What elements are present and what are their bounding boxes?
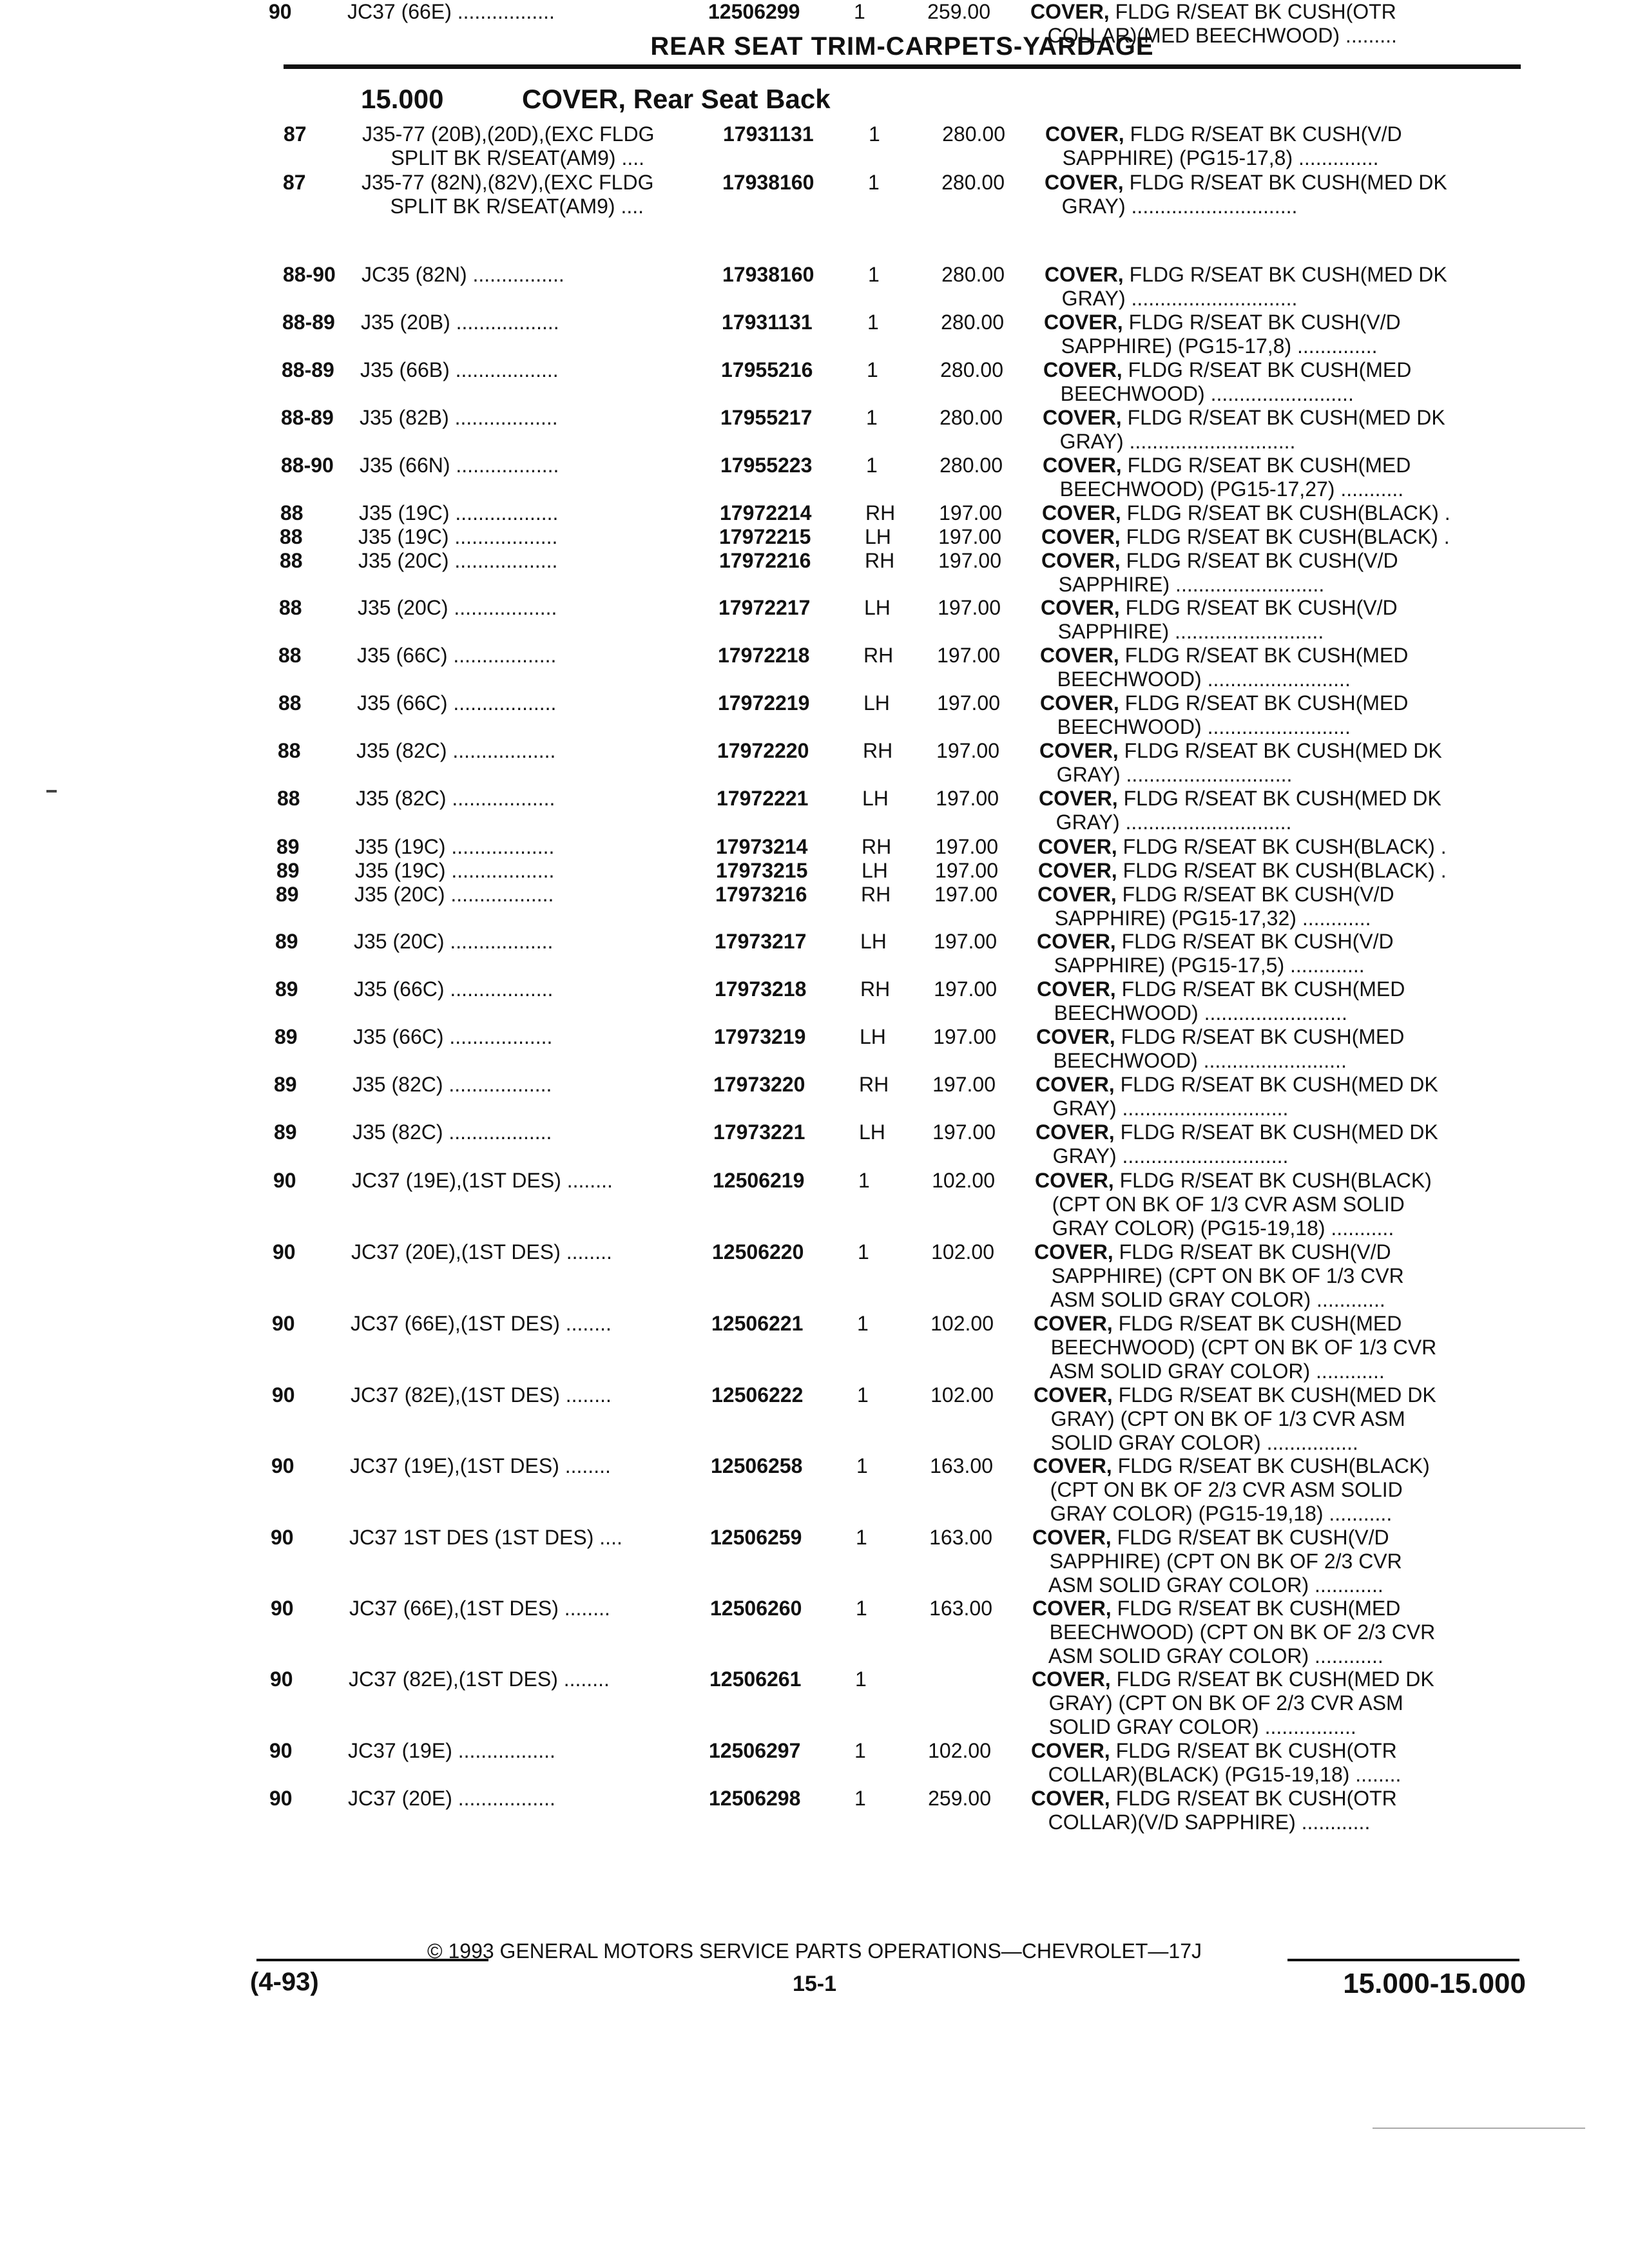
description-text: FLDG R/SEAT BK CUSH(MED BEECHWOOD) ......................... <box>1053 1025 1405 1072</box>
description-text: FLDG R/SEAT BK CUSH(MED DK GRAY) (CPT ON BK OF 1/3 CVR ASM SOLID GRAY COLOR) ................ <box>1050 1383 1436 1454</box>
description-head: COVER, <box>1042 501 1121 524</box>
quantity: RH <box>862 835 892 858</box>
description <box>1038 835 1515 859</box>
description-head: COVER, <box>1045 171 1124 194</box>
description <box>1043 454 1519 501</box>
price: 197.00 <box>936 739 999 762</box>
quantity: 1 <box>856 1526 867 1549</box>
description <box>1040 644 1517 691</box>
model-year: 90 <box>273 1240 296 1264</box>
part-number: 17955217 <box>720 406 813 429</box>
model-year: 87 <box>284 122 307 146</box>
description-head: COVER, <box>1034 1240 1113 1264</box>
description <box>1041 525 1518 549</box>
model-year: 88 <box>280 501 304 524</box>
model-year: 88-89 <box>282 358 334 381</box>
description-head: COVER, <box>1043 406 1122 429</box>
price: 163.00 <box>929 1597 992 1620</box>
model-code: J35 (82C) .................. <box>352 1120 552 1144</box>
description-text: FLDG R/SEAT BK CUSH(BLACK) . <box>1120 525 1450 548</box>
description-text: FLDG R/SEAT BK CUSH(BLACK) . <box>1117 859 1447 882</box>
price: 280.00 <box>941 311 1004 334</box>
price: 163.00 <box>930 1454 993 1477</box>
quantity: RH <box>860 977 891 1001</box>
quantity: 1 <box>866 454 878 477</box>
price: 280.00 <box>941 263 1005 286</box>
description-head: COVER, <box>1033 1454 1112 1477</box>
description-head: COVER, <box>1038 859 1117 882</box>
part-number: 17973216 <box>715 883 807 906</box>
part-number: 17955216 <box>721 358 813 381</box>
description-head: COVER, <box>1035 1169 1114 1192</box>
description-text: FLDG R/SEAT BK CUSH(BLACK) (CPT ON BK OF 1/3 CVR ASM SOLID GRAY COLOR) (PG15-19,18) ........... <box>1052 1169 1432 1240</box>
description <box>1045 263 1521 311</box>
price: 280.00 <box>941 171 1005 194</box>
description-text: FLDG R/SEAT BK CUSH(OTR COLLAR)(V/D SAPPHIRE) ............ <box>1048 1787 1397 1834</box>
price: 102.00 <box>930 1312 994 1335</box>
quantity: RH <box>865 501 896 524</box>
model-year: 88-90 <box>281 454 334 477</box>
model-year: 88 <box>280 549 303 572</box>
part-number: 17973221 <box>713 1120 805 1144</box>
part-number: 12506260 <box>710 1597 802 1620</box>
description-text: FLDG R/SEAT BK CUSH(MED BEECHWOOD) ......................... <box>1060 358 1412 405</box>
description <box>1034 1383 1510 1455</box>
model-year: 90 <box>273 1169 296 1192</box>
part-number: 12506221 <box>711 1312 804 1335</box>
description-text: FLDG R/SEAT BK CUSH(MED DK GRAY) ............................. <box>1061 171 1447 218</box>
description <box>1043 358 1520 406</box>
model-year: 90 <box>269 0 292 23</box>
quantity: LH <box>862 787 889 810</box>
price: 280.00 <box>940 358 1003 381</box>
part-number: 17931131 <box>723 122 814 146</box>
quantity: 1 <box>857 1312 869 1335</box>
description <box>1032 1667 1509 1739</box>
description-head: COVER, <box>1041 549 1121 572</box>
model-code: J35 (82B) .................. <box>360 406 558 429</box>
description <box>1030 0 1507 48</box>
description-text: FLDG R/SEAT BK CUSH(BLACK) . <box>1117 835 1447 858</box>
description-head: COVER, <box>1043 358 1123 381</box>
model-code: JC37 (66E),(1ST DES) ........ <box>351 1312 612 1335</box>
scan-speck <box>1373 2128 1585 2129</box>
quantity: 1 <box>868 171 880 194</box>
description-text: FLDG R/SEAT BK CUSH(MED DK GRAY) ............................. <box>1052 1120 1438 1168</box>
model-code: J35 (82C) .................. <box>356 739 556 762</box>
description-head: COVER, <box>1045 122 1124 146</box>
quantity: 1 <box>856 1597 867 1620</box>
footer-date-code: (4-93) <box>250 1968 319 1996</box>
description-text: FLDG R/SEAT BK CUSH(MED DK GRAY) ............................. <box>1052 1073 1438 1120</box>
description-head: COVER, <box>1032 1597 1112 1620</box>
model-code: JC37 1ST DES (1ST DES) .... <box>349 1526 622 1549</box>
description <box>1045 171 1521 218</box>
part-number: 12506259 <box>710 1526 802 1549</box>
description-text: FLDG R/SEAT BK CUSH(MED BEECHWOOD) (CPT ON BK OF 1/3 CVR ASM SOLID GRAY COLOR) ............ <box>1049 1312 1437 1383</box>
description <box>1032 1597 1509 1668</box>
quantity: 1 <box>858 1169 870 1192</box>
description-head: COVER, <box>1037 977 1116 1001</box>
model-year: 88-89 <box>281 406 334 429</box>
quantity: 1 <box>854 1787 866 1810</box>
description-text: FLDG R/SEAT BK CUSH(MED BEECHWOOD) ......................... <box>1057 691 1409 738</box>
model-code: J35 (20C) .................. <box>354 883 554 906</box>
model-year: 90 <box>272 1383 295 1407</box>
model-code: J35 (19C) .................. <box>355 859 555 882</box>
description-head: COVER, <box>1039 739 1119 762</box>
description <box>1034 1312 1510 1383</box>
description <box>1037 883 1514 930</box>
description <box>1034 1240 1511 1312</box>
model-code: JC35 (82N) ................ <box>361 263 564 286</box>
description-head: COVER, <box>1044 311 1123 334</box>
quantity: 1 <box>857 1383 869 1407</box>
description-text: FLDG R/SEAT BK CUSH(MED DK GRAY) ............................. <box>1059 406 1445 453</box>
model-code: J35 (66B) .................. <box>360 358 559 381</box>
description-head: COVER, <box>1037 930 1116 953</box>
description-text: FLDG R/SEAT BK CUSH(MED BEECHWOOD) (CPT ON BK OF 2/3 CVR ASM SOLID GRAY COLOR) ............ <box>1048 1597 1436 1667</box>
price: 197.00 <box>935 835 998 858</box>
price: 102.00 <box>928 1739 991 1762</box>
price: 197.00 <box>938 525 1001 548</box>
model-code: J35 (66C) .................. <box>354 977 554 1001</box>
description-head: COVER, <box>1032 1667 1111 1691</box>
model-year: 89 <box>274 1073 297 1096</box>
model-year: 90 <box>271 1597 294 1620</box>
price: 197.00 <box>934 930 997 953</box>
model-year: 88 <box>277 787 300 810</box>
description-head: COVER, <box>1040 644 1119 667</box>
model-code: JC37 (19E) ................. <box>348 1739 555 1762</box>
model-year: 89 <box>275 1025 298 1048</box>
model-code: J35-77 (20B),(20D),(EXC FLDG SPLIT BK R/SEAT(AM9) .... <box>362 122 655 169</box>
description-head: COVER, <box>1030 0 1110 23</box>
part-number: 12506258 <box>711 1454 803 1477</box>
part-number: 12506297 <box>709 1739 801 1762</box>
description-text: FLDG R/SEAT BK CUSH(MED DK GRAY) ............................. <box>1061 263 1447 310</box>
part-number: 17972221 <box>717 787 809 810</box>
price: 280.00 <box>940 406 1003 429</box>
quantity: RH <box>863 644 894 667</box>
part-number: 17973215 <box>716 859 808 882</box>
part-number: 17938160 <box>722 263 815 286</box>
description-head: COVER, <box>1034 1383 1113 1407</box>
description-head: COVER, <box>1034 1312 1113 1335</box>
model-code: JC37 (20E) ................. <box>348 1787 555 1810</box>
description <box>1043 406 1519 454</box>
part-number: 17972219 <box>718 691 810 715</box>
section-title: COVER, Rear Seat Back <box>522 84 831 114</box>
quantity: 1 <box>867 358 878 381</box>
quantity: 1 <box>867 311 879 334</box>
model-code: JC37 (82E),(1ST DES) ........ <box>349 1667 610 1691</box>
model-year: 89 <box>275 977 298 1001</box>
description-text: FLDG R/SEAT BK CUSH(BLACK) (CPT ON BK OF 2/3 CVR ASM SOLID GRAY COLOR) (PG15-19,18) ........... <box>1050 1454 1430 1525</box>
part-number: 17972215 <box>719 525 811 548</box>
quantity: 1 <box>854 1739 866 1762</box>
price: 197.00 <box>937 644 1000 667</box>
description <box>1045 122 1522 170</box>
price: 163.00 <box>929 1526 992 1549</box>
footer-section-range: 15.000-15.000 <box>1343 1968 1526 1999</box>
part-number: 12506298 <box>709 1787 801 1810</box>
description-head: COVER, <box>1036 1073 1115 1096</box>
model-year: 88 <box>278 739 301 762</box>
price: 197.00 <box>932 1120 996 1144</box>
price: 197.00 <box>934 977 997 1001</box>
quantity: LH <box>860 930 887 953</box>
model-year: 88-89 <box>282 311 335 334</box>
description-head: COVER, <box>1039 787 1118 810</box>
model-code: JC37 (66E) ................. <box>347 0 555 23</box>
model-year: 89 <box>275 930 298 953</box>
model-year: 89 <box>276 883 299 906</box>
description-head: COVER, <box>1038 835 1117 858</box>
model-year: 88 <box>279 596 302 619</box>
description <box>1036 1120 1512 1168</box>
model-year: 90 <box>270 1667 293 1691</box>
part-number: 17973220 <box>713 1073 805 1096</box>
model-year: 89 <box>274 1120 297 1144</box>
part-number: 17973217 <box>715 930 807 953</box>
description-text: FLDG R/SEAT BK CUSH(OTR COLLAR)(BLACK) (PG15-19,18) ........ <box>1048 1739 1402 1786</box>
quantity: 1 <box>856 1454 868 1477</box>
description-text: FLDG R/SEAT BK CUSH(MED BEECHWOOD) (PG15-17,27) ........... <box>1059 454 1411 501</box>
model-code: J35 (66C) .................. <box>353 1025 553 1048</box>
model-year: 90 <box>271 1526 294 1549</box>
quantity: 1 <box>858 1240 869 1264</box>
description-head: COVER, <box>1031 1787 1110 1810</box>
part-number: 17972214 <box>720 501 812 524</box>
description-text: FLDG R/SEAT BK CUSH(V/D SAPPHIRE) (CPT ON BK OF 1/3 CVR ASM SOLID GRAY COLOR) ............ <box>1050 1240 1404 1311</box>
price: 197.00 <box>939 501 1002 524</box>
quantity: 1 <box>868 263 880 286</box>
part-number: 12506299 <box>708 0 800 23</box>
model-code: J35 (82C) .................. <box>352 1073 552 1096</box>
quantity: 1 <box>854 0 865 23</box>
part-number: 17973218 <box>715 977 807 1001</box>
description-text: FLDG R/SEAT BK CUSH(MED BEECHWOOD) ......................... <box>1054 977 1405 1024</box>
model-code: JC37 (19E),(1ST DES) ........ <box>352 1169 613 1192</box>
part-number: 17973219 <box>714 1025 806 1048</box>
model-year: 89 <box>276 859 300 882</box>
description <box>1039 787 1516 834</box>
quantity: 1 <box>866 406 878 429</box>
description-text: FLDG R/SEAT BK CUSH(V/D SAPPHIRE) .......................... <box>1058 549 1398 596</box>
model-code: JC37 (19E),(1ST DES) ........ <box>350 1454 611 1477</box>
price: 197.00 <box>937 691 1000 715</box>
description <box>1039 739 1516 787</box>
description <box>1033 1454 1510 1526</box>
description <box>1044 311 1521 358</box>
model-code: JC37 (20E),(1ST DES) ........ <box>351 1240 612 1264</box>
part-number: 12506222 <box>711 1383 804 1407</box>
description-head: COVER, <box>1037 883 1117 906</box>
model-code: J35 (20C) .................. <box>354 930 554 953</box>
model-code: J35 (66C) .................. <box>357 644 557 667</box>
description-text: FLDG R/SEAT BK CUSH(BLACK) . <box>1121 501 1451 524</box>
description <box>1037 977 1514 1025</box>
model-code: J35-77 (82N),(82V),(EXC FLDG SPLIT BK R/SEAT(AM9) .... <box>361 171 654 218</box>
model-code: J35 (20C) .................. <box>358 596 557 619</box>
model-code: J35 (19C) .................. <box>359 501 559 524</box>
model-code: J35 (82C) .................. <box>356 787 555 810</box>
price: 197.00 <box>932 1073 996 1096</box>
description <box>1036 1025 1513 1073</box>
description-head: COVER, <box>1036 1120 1115 1144</box>
description-head: COVER, <box>1041 596 1120 619</box>
model-code: J35 (19C) .................. <box>355 835 555 858</box>
description-head: COVER, <box>1031 1739 1110 1762</box>
quantity: LH <box>863 691 890 715</box>
description <box>1032 1526 1509 1597</box>
price: 102.00 <box>930 1383 994 1407</box>
model-year: 89 <box>276 835 300 858</box>
price: 197.00 <box>938 596 1001 619</box>
model-year: 88 <box>278 644 302 667</box>
description <box>1038 859 1515 883</box>
quantity: LH <box>862 859 888 882</box>
model-year: 87 <box>283 171 306 194</box>
model-code: JC37 (82E),(1ST DES) ........ <box>351 1383 612 1407</box>
price: 197.00 <box>934 883 998 906</box>
model-code: J35 (19C) .................. <box>358 525 558 548</box>
price: 280.00 <box>942 122 1005 146</box>
description-text: FLDG R/SEAT BK CUSH(V/D SAPPHIRE) (PG15-17,8) .............. <box>1062 122 1402 169</box>
description-text: FLDG R/SEAT BK CUSH(V/D SAPPHIRE) (PG15-17,32) ............ <box>1054 883 1394 930</box>
model-code: J35 (20B) .................. <box>361 311 559 334</box>
model-year: 90 <box>269 1787 293 1810</box>
price: 102.00 <box>931 1240 994 1264</box>
part-number: 12506261 <box>709 1667 802 1691</box>
description-text: FLDG R/SEAT BK CUSH(V/D SAPPHIRE) (PG15-17,8) .............. <box>1061 311 1401 358</box>
page-title: REAR SEAT TRIM-CARPETS-YARDAGE <box>650 32 1154 61</box>
part-number: 17931131 <box>722 311 813 334</box>
description <box>1037 930 1514 977</box>
part-number: 17972217 <box>718 596 811 619</box>
price: 259.00 <box>927 0 990 23</box>
part-number: 17973214 <box>716 835 808 858</box>
model-code: J35 (20C) .................. <box>358 549 558 572</box>
part-number: 17972220 <box>717 739 809 762</box>
price: 197.00 <box>938 549 1001 572</box>
description-head: COVER, <box>1040 691 1119 715</box>
description <box>1041 596 1518 644</box>
description-text: FLDG R/SEAT BK CUSH(V/D SAPPHIRE) (PG15-17,5) ............. <box>1054 930 1394 977</box>
description-text: FLDG R/SEAT BK CUSH(V/D SAPPHIRE) (CPT ON BK OF 2/3 CVR ASM SOLID GRAY COLOR) ............ <box>1048 1526 1402 1597</box>
footer-page-number: 15-1 <box>792 1972 837 1996</box>
quantity: LH <box>859 1120 885 1144</box>
quantity: RH <box>859 1073 889 1096</box>
description <box>1040 691 1517 739</box>
description <box>1036 1073 1512 1120</box>
description-head: COVER, <box>1036 1025 1115 1048</box>
price: 280.00 <box>940 454 1003 477</box>
section-heading <box>361 84 831 115</box>
model-code: J35 (66C) .................. <box>357 691 557 715</box>
footer-copyright: © 1993 GENERAL MOTORS SERVICE PARTS OPERATIONS—CHEVROLET—17J <box>427 1939 1202 1963</box>
description-text: FLDG R/SEAT BK CUSH(MED DK GRAY) (CPT ON BK OF 2/3 CVR ASM SOLID GRAY COLOR) ................ <box>1048 1667 1434 1738</box>
description-text: FLDG R/SEAT BK CUSH(MED BEECHWOOD) ......................... <box>1057 644 1409 691</box>
price: 259.00 <box>928 1787 991 1810</box>
scan-speck <box>46 790 57 793</box>
quantity: LH <box>864 596 891 619</box>
description-text: FLDG R/SEAT BK CUSH(V/D SAPPHIRE) .......................... <box>1057 596 1398 643</box>
part-number: 12506219 <box>713 1169 805 1192</box>
part-number: 17972216 <box>719 549 811 572</box>
description-head: COVER, <box>1032 1526 1112 1549</box>
description <box>1031 1739 1508 1787</box>
model-year: 88 <box>278 691 302 715</box>
quantity: RH <box>863 739 893 762</box>
description-head: COVER, <box>1041 525 1121 548</box>
description <box>1035 1169 1512 1240</box>
price: 197.00 <box>935 859 998 882</box>
model-year: 88 <box>280 525 303 548</box>
model-year: 90 <box>269 1739 293 1762</box>
description-text: FLDG R/SEAT BK CUSH(OTR COLLAR)(MED BEECHWOOD) ......... <box>1047 0 1397 47</box>
description-text: FLDG R/SEAT BK CUSH(MED DK GRAY) ............................. <box>1055 787 1441 834</box>
part-number: 17955223 <box>720 454 813 477</box>
part-number: 17972218 <box>718 644 810 667</box>
model-code: J35 (66N) .................. <box>360 454 559 477</box>
quantity: 1 <box>855 1667 867 1691</box>
model-year: 88-90 <box>283 263 336 286</box>
description <box>1031 1787 1508 1834</box>
part-number: 12506220 <box>712 1240 804 1264</box>
price: 197.00 <box>933 1025 996 1048</box>
model-code: JC37 (66E),(1ST DES) ........ <box>349 1597 610 1620</box>
quantity: LH <box>860 1025 886 1048</box>
description-head: COVER, <box>1043 454 1122 477</box>
model-year: 90 <box>272 1312 295 1335</box>
quantity: RH <box>861 883 891 906</box>
description <box>1041 549 1518 597</box>
quantity: LH <box>865 525 891 548</box>
price: 102.00 <box>932 1169 995 1192</box>
section-number: 15.000 <box>361 84 444 114</box>
description <box>1042 501 1519 525</box>
model-year: 90 <box>271 1454 294 1477</box>
description-head: COVER, <box>1045 263 1124 286</box>
price: 197.00 <box>936 787 999 810</box>
quantity: 1 <box>869 122 880 146</box>
description-text: FLDG R/SEAT BK CUSH(MED DK GRAY) ............................. <box>1056 739 1442 786</box>
quantity: RH <box>865 549 895 572</box>
part-number: 17938160 <box>722 171 815 194</box>
